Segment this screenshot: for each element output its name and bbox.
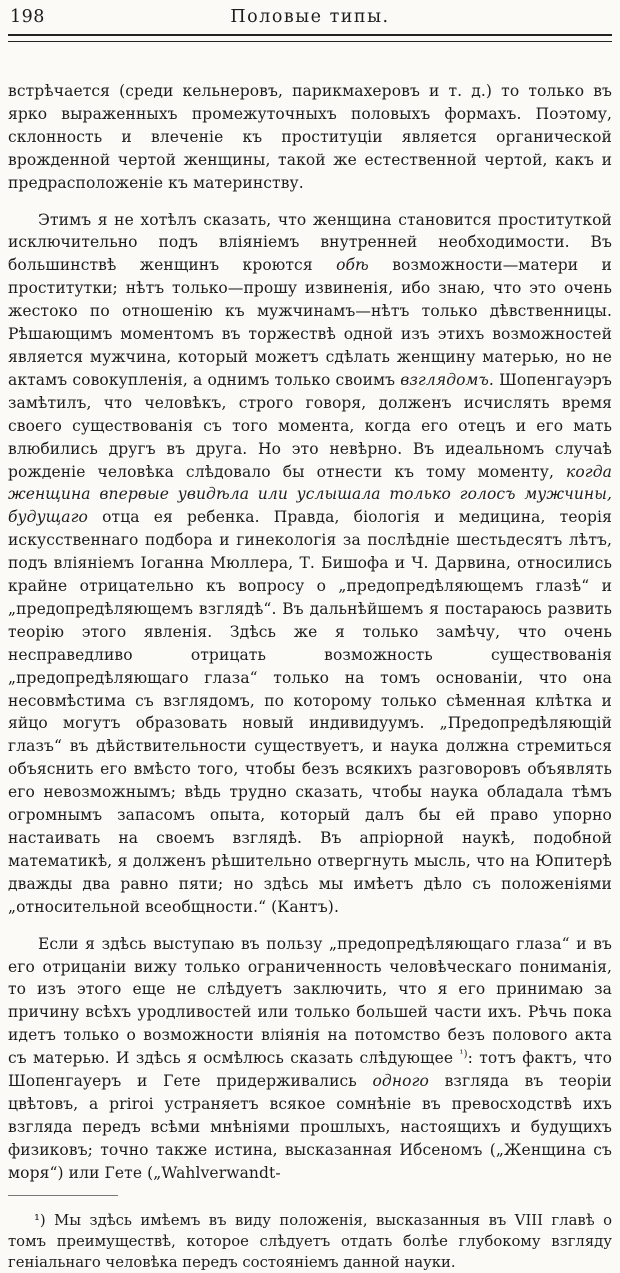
text-run: : тотъ фактъ, что Шопенгауеръ и Гете придерживались (8, 1049, 613, 1091)
running-title: Половые типы. (230, 7, 390, 27)
text-run: Шопенгауэръ замѣтилъ, что человѣкъ, строго говоря, долженъ исчислять время своего существованія съ того момента, когда его отецъ и его мать влюбились другъ въ друга. Но это невѣрно. Въ идеальномъ случаѣ рожденіе человѣка слѣдовало бы отнести къ тому моменту, (8, 370, 612, 481)
footnote-marker: ¹) (459, 1049, 468, 1060)
paragraph (8, 933, 612, 1185)
text-run: отца ея ребенка. Правда, біологія и медицина, теорія искусственнаго подбора и гинекологія за послѣдніе шестьдесятъ лѣтъ, подъ вліяніемъ Іоганна Мюллера, Т. Бишофа и Ч. Дарвина, относились крайне отрицательно къ вопросу о „предопредѣляющемъ глазѣ“ и „предопредѣляющемъ взглядѣ“. Въ дальнѣйшемъ я постараюсь развить теорію этого явленія. Здѣсь же я только замѣчу, что очень несправедливо отрицать возможность существованія „предопредѣляющаго глаза“ только на томъ основаніи, что она несовмѣстима съ взглядомъ, по которому только сѣменная клѣтка и яйцо могутъ образовать новый индивидуумъ. „Предопредѣляющій глазъ“ въ дѣйствительности существуетъ, и наука должна стремиться объяснить его вмѣсто того, чтобы безъ всякихъ разговоровъ объявлять его невозможнымъ; вѣдь трудно сказать, чтобы наука обладала тѣмъ огромнымъ запасомъ опыта, который далъ бы ей право упорно настаивать на своемъ взглядѣ. Въ апріорной наукѣ, подобной математикѣ, я долженъ рѣшительно отвергнуть мысль, что на Юпитерѣ дважды два равно пяти; но здѣсь мы имѣетъ дѣло съ положеніями „относительной всеобщности.“ (Кантъ). (8, 508, 612, 916)
text-run: Этимъ я не хотѣлъ сказать, что женщина становится проституткой исключительно подъ вліяніемъ внутренней необходимости. Въ большинствѣ женщинъ кроются (8, 210, 612, 275)
header-rule (8, 34, 612, 42)
page-header (8, 6, 612, 28)
page-number: 198 (10, 7, 45, 27)
text-run: встрѣчается (среди кельнеровъ, парикмахеровъ и т. д.) то только въ ярко выраженныхъ промежуточныхъ половыхъ формахъ. Поэтому, склонность и влеченіе къ проституціи является органической врожденной чертой женщины, такой же естественной чертой, какъ и предрасположеніе къ материнству. (8, 82, 612, 192)
footnote: ¹) Мы здѣсь имѣемъ въ виду положенія, высказанныя въ VIII главѣ о томъ преимуществѣ, которое слѣдуетъ отдать болѣе глубокому взгляду геніальнаго человѣка передъ состояніемъ данной науки. (8, 1211, 612, 1271)
italic-run: взглядомъ. (400, 370, 494, 389)
paragraph (8, 80, 612, 195)
italic-run: когда женщина впервые увидѣла или услышала только голосъ мужчины, будущаго (8, 462, 612, 527)
text-run: возможности—матери и проститутки; нѣтъ только—прошу извиненія, ибо знаю, что это очень жестоко по отношенію къ мужчинамъ—нѣтъ только дѣвственницы. Рѣшающимъ моментомъ въ торжествѣ одной изъ этихъ возможностей является мужчина, который можетъ сдѣлать женщину матерью, но не актамъ совокупленія, а однимъ только своимъ (8, 256, 612, 389)
body-text (8, 80, 612, 1185)
text-run: Если я здѣсь выступаю въ пользу „предопредѣляющаго глаза“ и въ его отрицаніи вижу только ограниченность человѣческаго пониманія, то изъ этого еще не слѣдуетъ заключить, что я его принимаю за причину всѣхъ уродливостей или только большей части ихъ. Рѣчь пока идетъ только о возможности вліянія на потомство безъ полового акта съ матерью. И здѣсь я осмѣлюсь сказать слѣдующее (8, 934, 612, 1068)
footnote-separator (8, 1195, 118, 1196)
text-run: взгляда въ теоріи цвѣтовъ, а priroi устраняетъ всякое сомнѣніе въ превосходствѣ ихъ взгляда передъ всѣми мнѣніями прошлыхъ, настоящихъ и будущихъ физиковъ; точно также истина, высказанная Ибсеномъ („Женщина съ моря“) или Гете („Wahlverwandt- (8, 1072, 612, 1182)
italic-run: обѣ (336, 256, 369, 275)
italic-run: одного (372, 1072, 429, 1091)
paragraph (8, 209, 612, 919)
